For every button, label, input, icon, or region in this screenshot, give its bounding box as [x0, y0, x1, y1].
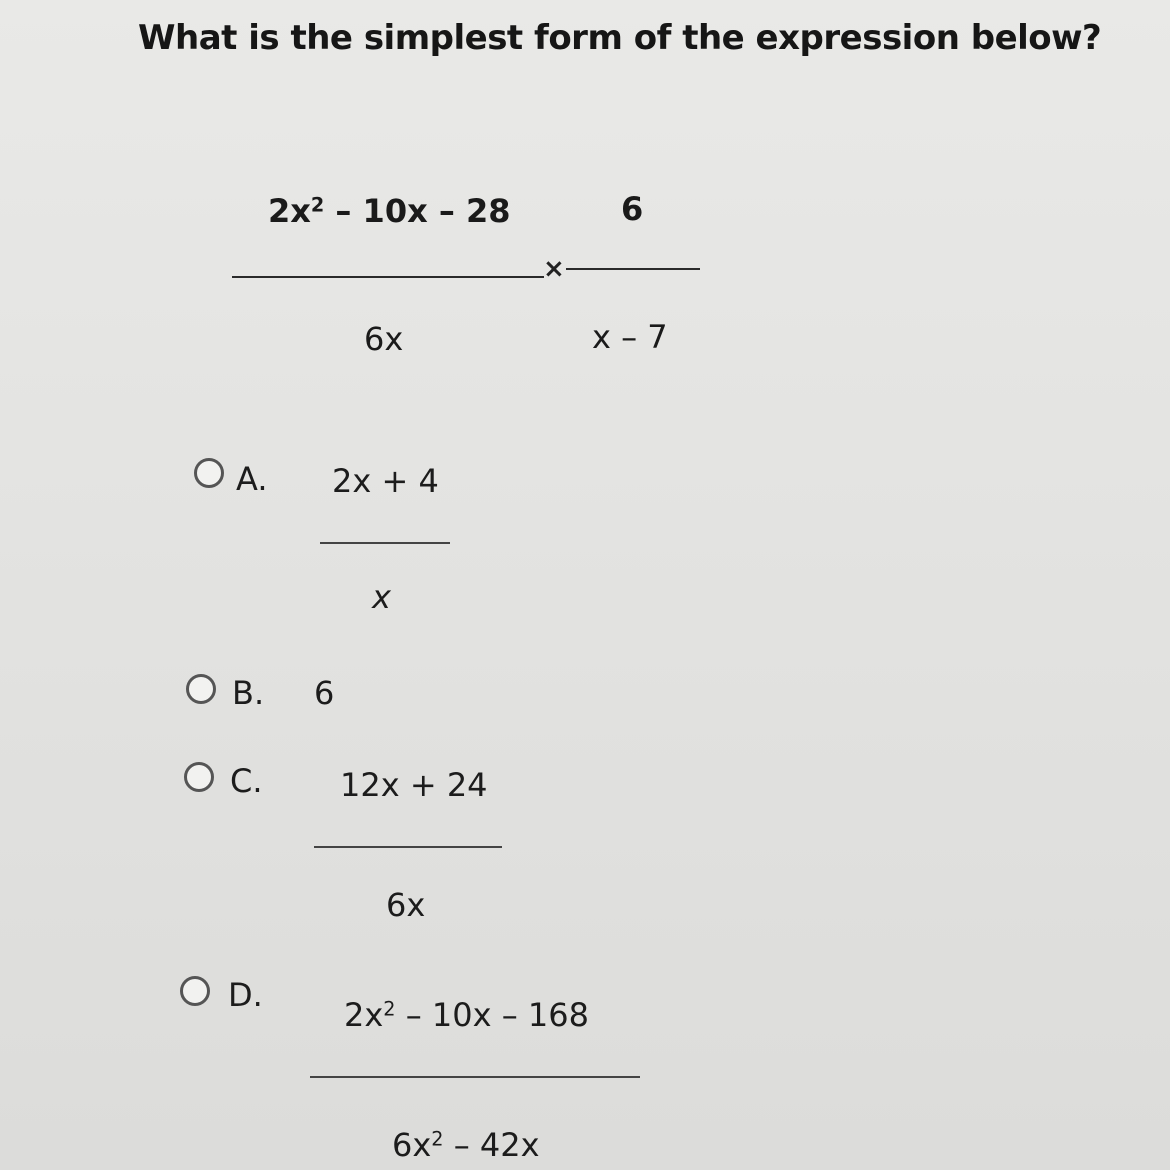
option-a-denominator: x [372, 578, 391, 616]
option-b[interactable] [180, 660, 400, 720]
option-a-radio[interactable] [194, 458, 224, 488]
option-a-numerator: 2x + 4 [332, 462, 439, 500]
question-text: What is the simplest form of the expression below? [138, 18, 1102, 58]
option-d-fraction-bar [310, 1076, 640, 1078]
option-d-denominator: $6x^2 - 42x$ [392, 1126, 540, 1164]
option-a[interactable] [180, 448, 500, 628]
option-c[interactable] [180, 750, 520, 930]
option-b-radio[interactable] [186, 674, 216, 704]
option-d-letter: D. [228, 976, 263, 1014]
option-c-numerator: 12x + 24 [340, 766, 488, 804]
option-c-letter: C. [230, 762, 263, 800]
right-denominator: x – 7 [592, 318, 668, 356]
right-numerator: 6 [621, 190, 644, 228]
option-d-radio[interactable] [180, 976, 210, 1006]
option-d-numerator: $2x^2 - 10x - 168$ [344, 996, 589, 1034]
expression [0, 0, 1170, 400]
option-a-letter: A. [236, 460, 268, 498]
multiply-operator: × [543, 254, 565, 284]
left-numerator: $2x^2 - 10x - 28$ [268, 192, 511, 230]
right-fraction-bar [566, 268, 700, 270]
left-denominator: 6x [364, 320, 404, 358]
option-a-fraction-bar [320, 542, 450, 544]
option-c-denominator: 6x [386, 886, 426, 924]
left-fraction-bar [232, 276, 544, 278]
option-c-fraction-bar [314, 846, 502, 848]
option-b-value: 6 [314, 674, 335, 712]
option-d[interactable] [176, 962, 656, 1170]
option-b-letter: B. [232, 674, 265, 712]
option-c-radio[interactable] [184, 762, 214, 792]
